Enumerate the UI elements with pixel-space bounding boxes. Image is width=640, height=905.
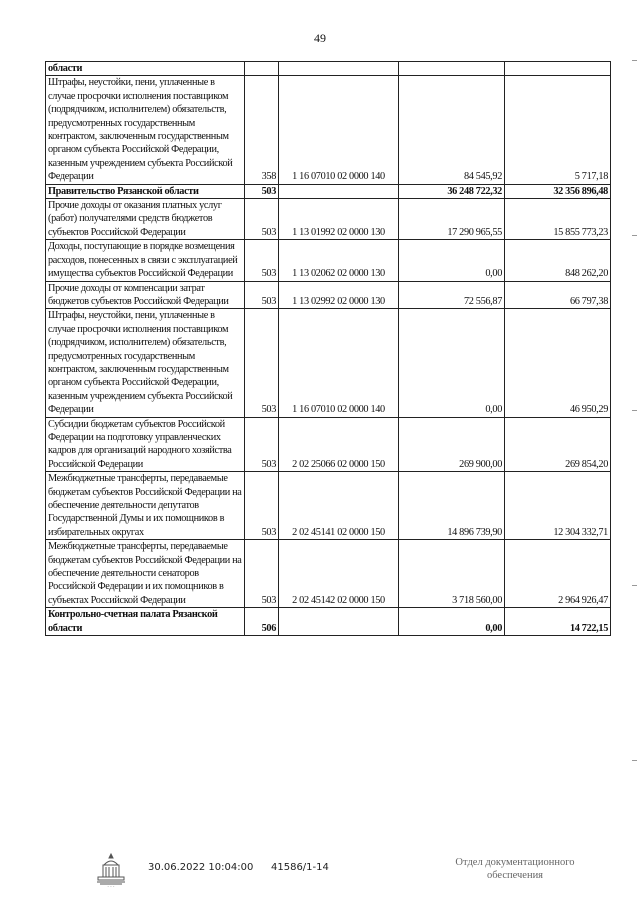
row-name: Доходы, поступающие в порядке возмещения расходов, понесенных в связи с эксплуатацией имущества субъектов Российской Федерации bbox=[46, 240, 245, 281]
document-datetime: 30.06.2022 10:04:00 bbox=[148, 862, 254, 873]
row-name: Прочие доходы от компенсации затрат бюджетов субъектов Российской Федерации bbox=[46, 281, 245, 309]
row-admin-code bbox=[245, 62, 279, 76]
row-value-1: 14 896 739,90 bbox=[399, 472, 505, 540]
row-value-1: 17 290 965,55 bbox=[399, 199, 505, 240]
row-name: Штрафы, неустойки, пени, уплаченные в случае просрочки исполнения поставщиком (подрядчиком, исполнителем) обязательств, предусмотренных государственным контрактом, заключенным государственным органом субъекта Российской Федерации, казенным учреждением субъекта Российской Федерации bbox=[46, 76, 245, 184]
row-budget-code: 2 02 45142 02 0000 150 bbox=[279, 540, 399, 608]
row-value-1: 0,00 bbox=[399, 309, 505, 417]
rzn-duma-emblem-icon bbox=[92, 851, 130, 889]
row-value-2: 14 722,15 bbox=[505, 608, 611, 636]
table-row bbox=[46, 540, 611, 608]
row-value-1: 0,00 bbox=[399, 240, 505, 281]
table-row bbox=[46, 199, 611, 240]
row-budget-code: 1 13 02062 02 0000 130 bbox=[279, 240, 399, 281]
row-budget-code bbox=[279, 184, 399, 198]
row-name: области bbox=[46, 62, 245, 76]
row-value-2: 12 304 332,71 bbox=[505, 472, 611, 540]
page-number: 49 bbox=[314, 31, 326, 45]
row-name: Прочие доходы от оказания платных услуг (работ) получателями средств бюджетов субъектов Российской Федерации bbox=[46, 199, 245, 240]
row-value-2: 269 854,20 bbox=[505, 417, 611, 472]
row-budget-code: 1 13 02992 02 0000 130 bbox=[279, 281, 399, 309]
row-name: Правительство Рязанской области bbox=[46, 184, 245, 198]
row-admin-code: 506 bbox=[245, 608, 279, 636]
table-row bbox=[46, 472, 611, 540]
table-row bbox=[46, 281, 611, 309]
row-value-1: 84 545,92 bbox=[399, 76, 505, 184]
table-row bbox=[46, 309, 611, 417]
row-name: Контрольно-счетная палата Рязанской области bbox=[46, 608, 245, 636]
row-value-1: 36 248 722,32 bbox=[399, 184, 505, 198]
row-name: Межбюджетные трансферты, передаваемые бюджетам субъектов Российской Федерации на обеспечение деятельности депутатов Государственной Думы и их помощников в избирательных округах bbox=[46, 472, 245, 540]
row-value-1: 3 718 560,00 bbox=[399, 540, 505, 608]
table-row bbox=[46, 608, 611, 636]
table-row bbox=[46, 417, 611, 472]
row-budget-code: 2 02 45141 02 0000 150 bbox=[279, 472, 399, 540]
row-budget-code: 1 16 07010 02 0000 140 bbox=[279, 309, 399, 417]
table-row bbox=[46, 62, 611, 76]
row-name: Субсидии бюджетам субъектов Российской Федерации на подготовку управленческих кадров для организаций народного хозяйства Российской Федерации bbox=[46, 417, 245, 472]
row-value-1: 0,00 bbox=[399, 608, 505, 636]
row-admin-code: 503 bbox=[245, 472, 279, 540]
row-value-2: 848 262,20 bbox=[505, 240, 611, 281]
row-admin-code: 503 bbox=[245, 240, 279, 281]
svg-text:· · ·: · · · bbox=[107, 885, 115, 889]
row-admin-code: 503 bbox=[245, 309, 279, 417]
row-admin-code: 358 bbox=[245, 76, 279, 184]
row-value-1: 269 900,00 bbox=[399, 417, 505, 472]
row-value-2: 32 356 896,48 bbox=[505, 184, 611, 198]
row-budget-code: 1 16 07010 02 0000 140 bbox=[279, 76, 399, 184]
row-value-2: 66 797,38 bbox=[505, 281, 611, 309]
row-budget-code: 1 13 01992 02 0000 130 bbox=[279, 199, 399, 240]
row-name: Межбюджетные трансферты, передаваемые бюджетам субъектов Российской Федерации на обеспечение деятельности сенаторов Российской Федерации и их помощников в субъектах Российской Федерации bbox=[46, 540, 245, 608]
page-edge-marks bbox=[632, 0, 638, 905]
row-budget-code: 2 02 25066 02 0000 150 bbox=[279, 417, 399, 472]
row-value-1: 72 556,87 bbox=[399, 281, 505, 309]
row-value-2: 5 717,18 bbox=[505, 76, 611, 184]
document-number: 41586/1-14 bbox=[271, 862, 329, 873]
row-budget-code bbox=[279, 62, 399, 76]
row-value-2: 46 950,29 bbox=[505, 309, 611, 417]
row-admin-code: 503 bbox=[245, 417, 279, 472]
row-value-2: 2 964 926,47 bbox=[505, 540, 611, 608]
row-budget-code bbox=[279, 608, 399, 636]
department-stamp: Отдел документационного обеспечения bbox=[455, 857, 575, 881]
row-admin-code: 503 bbox=[245, 184, 279, 198]
row-value-2: 15 855 773,23 bbox=[505, 199, 611, 240]
row-admin-code: 503 bbox=[245, 281, 279, 309]
table-row bbox=[46, 184, 611, 198]
revenue-table bbox=[45, 61, 611, 636]
row-name: Штрафы, неустойки, пени, уплаченные в случае просрочки исполнения поставщиком (подрядчиком, исполнителем) обязательств, предусмотренных государственным контрактом, заключенным государственным органом субъекта Российской Федерации, казенным учреждением субъекта Российской Федерации bbox=[46, 309, 245, 417]
row-value-2 bbox=[505, 62, 611, 76]
row-admin-code: 503 bbox=[245, 199, 279, 240]
table-row bbox=[46, 76, 611, 184]
row-value-1 bbox=[399, 62, 505, 76]
table-row bbox=[46, 240, 611, 281]
row-admin-code: 503 bbox=[245, 540, 279, 608]
